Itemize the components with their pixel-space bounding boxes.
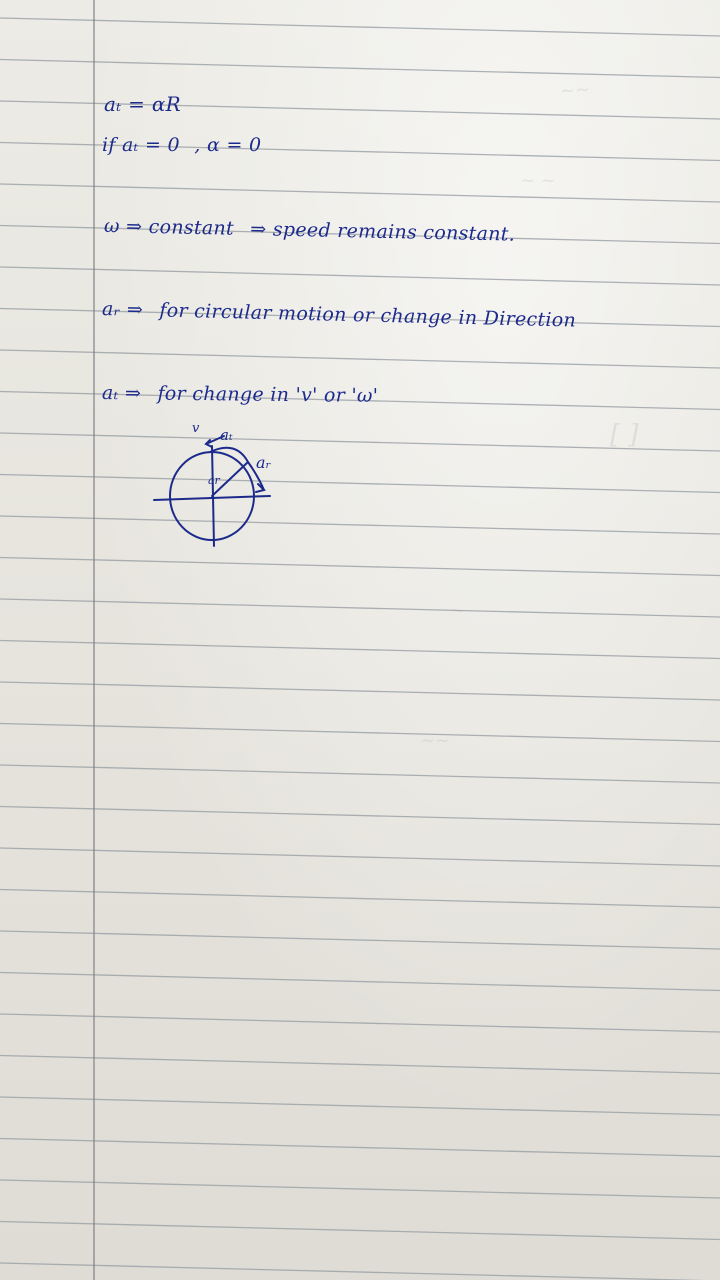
ruled-line — [0, 60, 720, 78]
label-ar-inside: ar — [208, 474, 220, 487]
ruled-line — [0, 682, 720, 700]
ruled-line — [0, 516, 720, 534]
ruled-line — [0, 184, 720, 202]
ruled-line — [0, 1263, 720, 1280]
tangential-acceleration-symbol: aₜ ⇒ — [101, 382, 142, 405]
ruled-line — [0, 18, 720, 36]
note-line-tangential-meaning — [102, 382, 379, 407]
note-line-if-condition — [102, 134, 261, 156]
tangential-acceleration-meaning: for change in 'v' or 'ω' — [157, 382, 379, 407]
bleed-through-mark: ~~ — [559, 78, 591, 103]
radial-acceleration-meaning: for circular motion or change in Direction — [159, 299, 577, 332]
margin-line — [93, 0, 95, 1280]
note-line-tangential-acceleration — [104, 92, 181, 116]
ruled-line — [0, 807, 720, 825]
condition-at-zero: if aₜ = 0 — [102, 134, 180, 156]
ruled-line — [0, 1139, 720, 1157]
ruled-line — [0, 890, 720, 908]
omega-constant-text: ω ⇒ constant — [103, 215, 235, 240]
ruled-line — [0, 475, 720, 493]
bleed-through-mark: ~~ — [420, 730, 451, 751]
equation-at-alpha-r: aₜ = αR — [104, 92, 181, 116]
ruled-line — [0, 765, 720, 783]
bleed-through-mark: ~ — [450, 600, 466, 621]
circular-motion-diagram — [140, 410, 300, 550]
speed-constant-text: ⇒ speed remains constant. — [250, 218, 516, 246]
bleed-through-mark: ~ ~ — [520, 170, 556, 191]
ruled-line — [0, 931, 720, 949]
label-ar: aᵣ — [256, 453, 272, 472]
ruled-line — [0, 1056, 720, 1074]
ruled-line — [0, 1014, 720, 1032]
ruled-line — [0, 267, 720, 285]
ruled-line — [0, 350, 720, 368]
ruled-line — [0, 641, 720, 659]
ruled-line — [0, 599, 720, 617]
ruled-line — [0, 1222, 720, 1240]
ruled-line — [0, 1097, 720, 1115]
ruled-line — [0, 973, 720, 991]
label-at: aₜ — [220, 426, 233, 444]
ruled-line — [0, 558, 720, 576]
ruled-line — [0, 724, 720, 742]
ruled-line — [0, 848, 720, 866]
ruled-line — [0, 1180, 720, 1198]
radial-acceleration-symbol: aᵣ ⇒ — [101, 298, 144, 322]
label-v: v — [192, 421, 200, 436]
condition-alpha-zero: , α = 0 — [194, 134, 262, 156]
bleed-through-mark: [ ] — [610, 420, 639, 450]
